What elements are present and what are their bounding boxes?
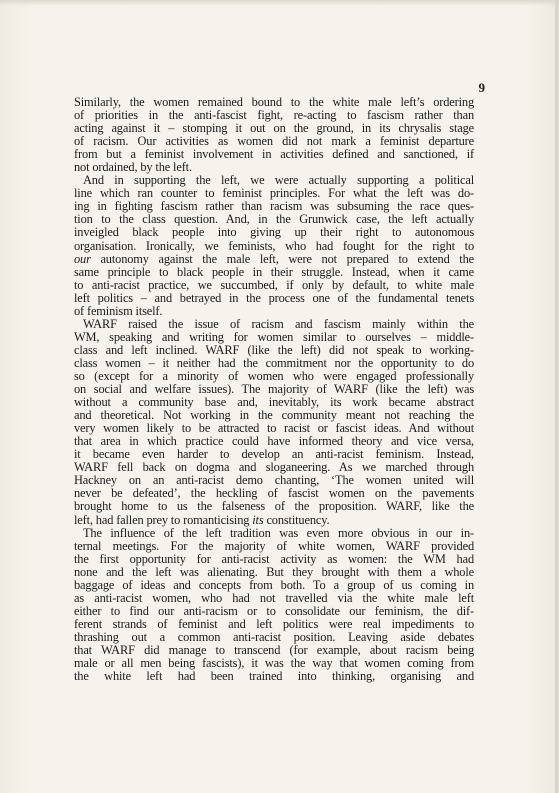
text-line: as anti-racist women, who had not travelled via the white male left (74, 590, 474, 605)
text-line: of priorities in the anti-fascist fight, re-acting to fascism rather than (74, 108, 474, 123)
text-line: that WARF did manage to transcend (for example, about racism being (74, 642, 474, 657)
text-line: class and left inclined. WARF (like the left) did not speak to working- (74, 342, 474, 357)
text-line: tion to the class question. And, in the Grunwick case, the left actually (74, 212, 474, 227)
scan-edge-top (0, 0, 559, 6)
text-line: male or all men being fascists), it was the way that women coming from (74, 656, 474, 671)
text-line: not ordained, by the left. (74, 160, 192, 175)
text-line: the first opportunity for anti-racist activity as women: the WM had (74, 551, 474, 566)
text-line: none and the left was alienating. But they brought with them a whole (74, 564, 474, 579)
paragraph-3 (74, 318, 474, 527)
text-line: from but a feminist involvement in activities defined and sanctioned, if (74, 147, 474, 162)
text-line: very women likely to be attracted to racist or fascist ideas. And without (74, 421, 474, 436)
text-line: organisation. Ironically, we feminists, who had fought for the right to (74, 238, 474, 253)
text-line: WARF fell back on dogma and sloganeering. As we marched through (74, 460, 474, 475)
body-text (74, 96, 474, 683)
text-line: And in supporting the left, we were actually supporting a political (83, 173, 474, 188)
text-line: Similarly, the women remained bound to the white male left’s ordering (74, 95, 474, 109)
text-line: The influence of the left tradition was even more obvious in our in- (83, 525, 474, 540)
text-line: class women – it neither had the commitment nor the opportunity to do (74, 355, 474, 370)
text-line: that area in which practice could have informed theory and vice versa, (74, 434, 474, 449)
text-line: line which ran counter to feminist principles. For what the left was do- (74, 186, 474, 201)
text-line: it became even harder to develop an anti-racist feminism. Instead, (74, 447, 474, 462)
text-line: WARF raised the issue of racism and fascism mainly within the (83, 316, 474, 331)
text-line: to anti-racist practice, we succumbed, if only by default, to white male (74, 277, 474, 292)
text-line: Hackney on an anti-racist demo chanting, ‘The women united will (74, 473, 474, 488)
page-number: 9 (478, 80, 485, 95)
text-line: left politics – and betrayed in the process one of the fundamental tenets (74, 290, 474, 305)
text-line: never be defeated’, the heckling of fascist women on the pavements (74, 486, 474, 501)
text-line: our autonomy against the male left, were not prepared to extend the (74, 251, 474, 266)
text-line: baggage of ideas and concepts from both. To a group of us coming in (74, 577, 474, 592)
text-line: either to find our anti-racism or to consolidate our feminism, the dif- (74, 603, 474, 618)
text-line: on social and welfare issues). The majority of WARF (like the left) was (74, 382, 474, 397)
text-line: acting against it – stomping it out on the ground, in its chrysalis stage (74, 121, 474, 136)
text-line: ferent strands of feminist and left politics were real impediments to (74, 616, 474, 631)
text-line: ing in fighting fascism rather than racism was subsuming the race ques- (74, 199, 474, 214)
paragraph-4 (74, 527, 474, 684)
text-line: without a community base and, inevitably, its work became abstract (74, 395, 474, 410)
text-line: inveigled black people into giving up their right to autonomous (74, 225, 474, 240)
paragraph-2 (74, 174, 474, 318)
text-line: the white left had been trained into thinking, organising and (74, 669, 474, 684)
text-line: ternal meetings. For the majority of white women, WARF provided (74, 538, 474, 553)
text-line: and theoretical. Not working in the community meant not reaching the (74, 408, 474, 423)
paragraph-1 (74, 96, 474, 174)
text-line: so (except for a minority of women who were engaged professionally (74, 368, 474, 383)
text-line: left, had fallen prey to romanticising its constituency. (74, 512, 330, 527)
text-line: of racism. Our activities as women did not mark a feminist departure (74, 134, 474, 149)
text-line: of feminism itself. (74, 303, 163, 318)
text-line: same principle to black people in their struggle. Instead, when it came (74, 264, 474, 279)
text-line: thrashing out a common anti-racist position. Leaving aside debates (74, 629, 474, 644)
scan-edge-right (555, 0, 559, 793)
text-line: brought home to us the falseness of the proposition. WARF, like the (74, 499, 474, 514)
text-line: WM, speaking and writing for women similar to ourselves – middle- (74, 329, 474, 344)
